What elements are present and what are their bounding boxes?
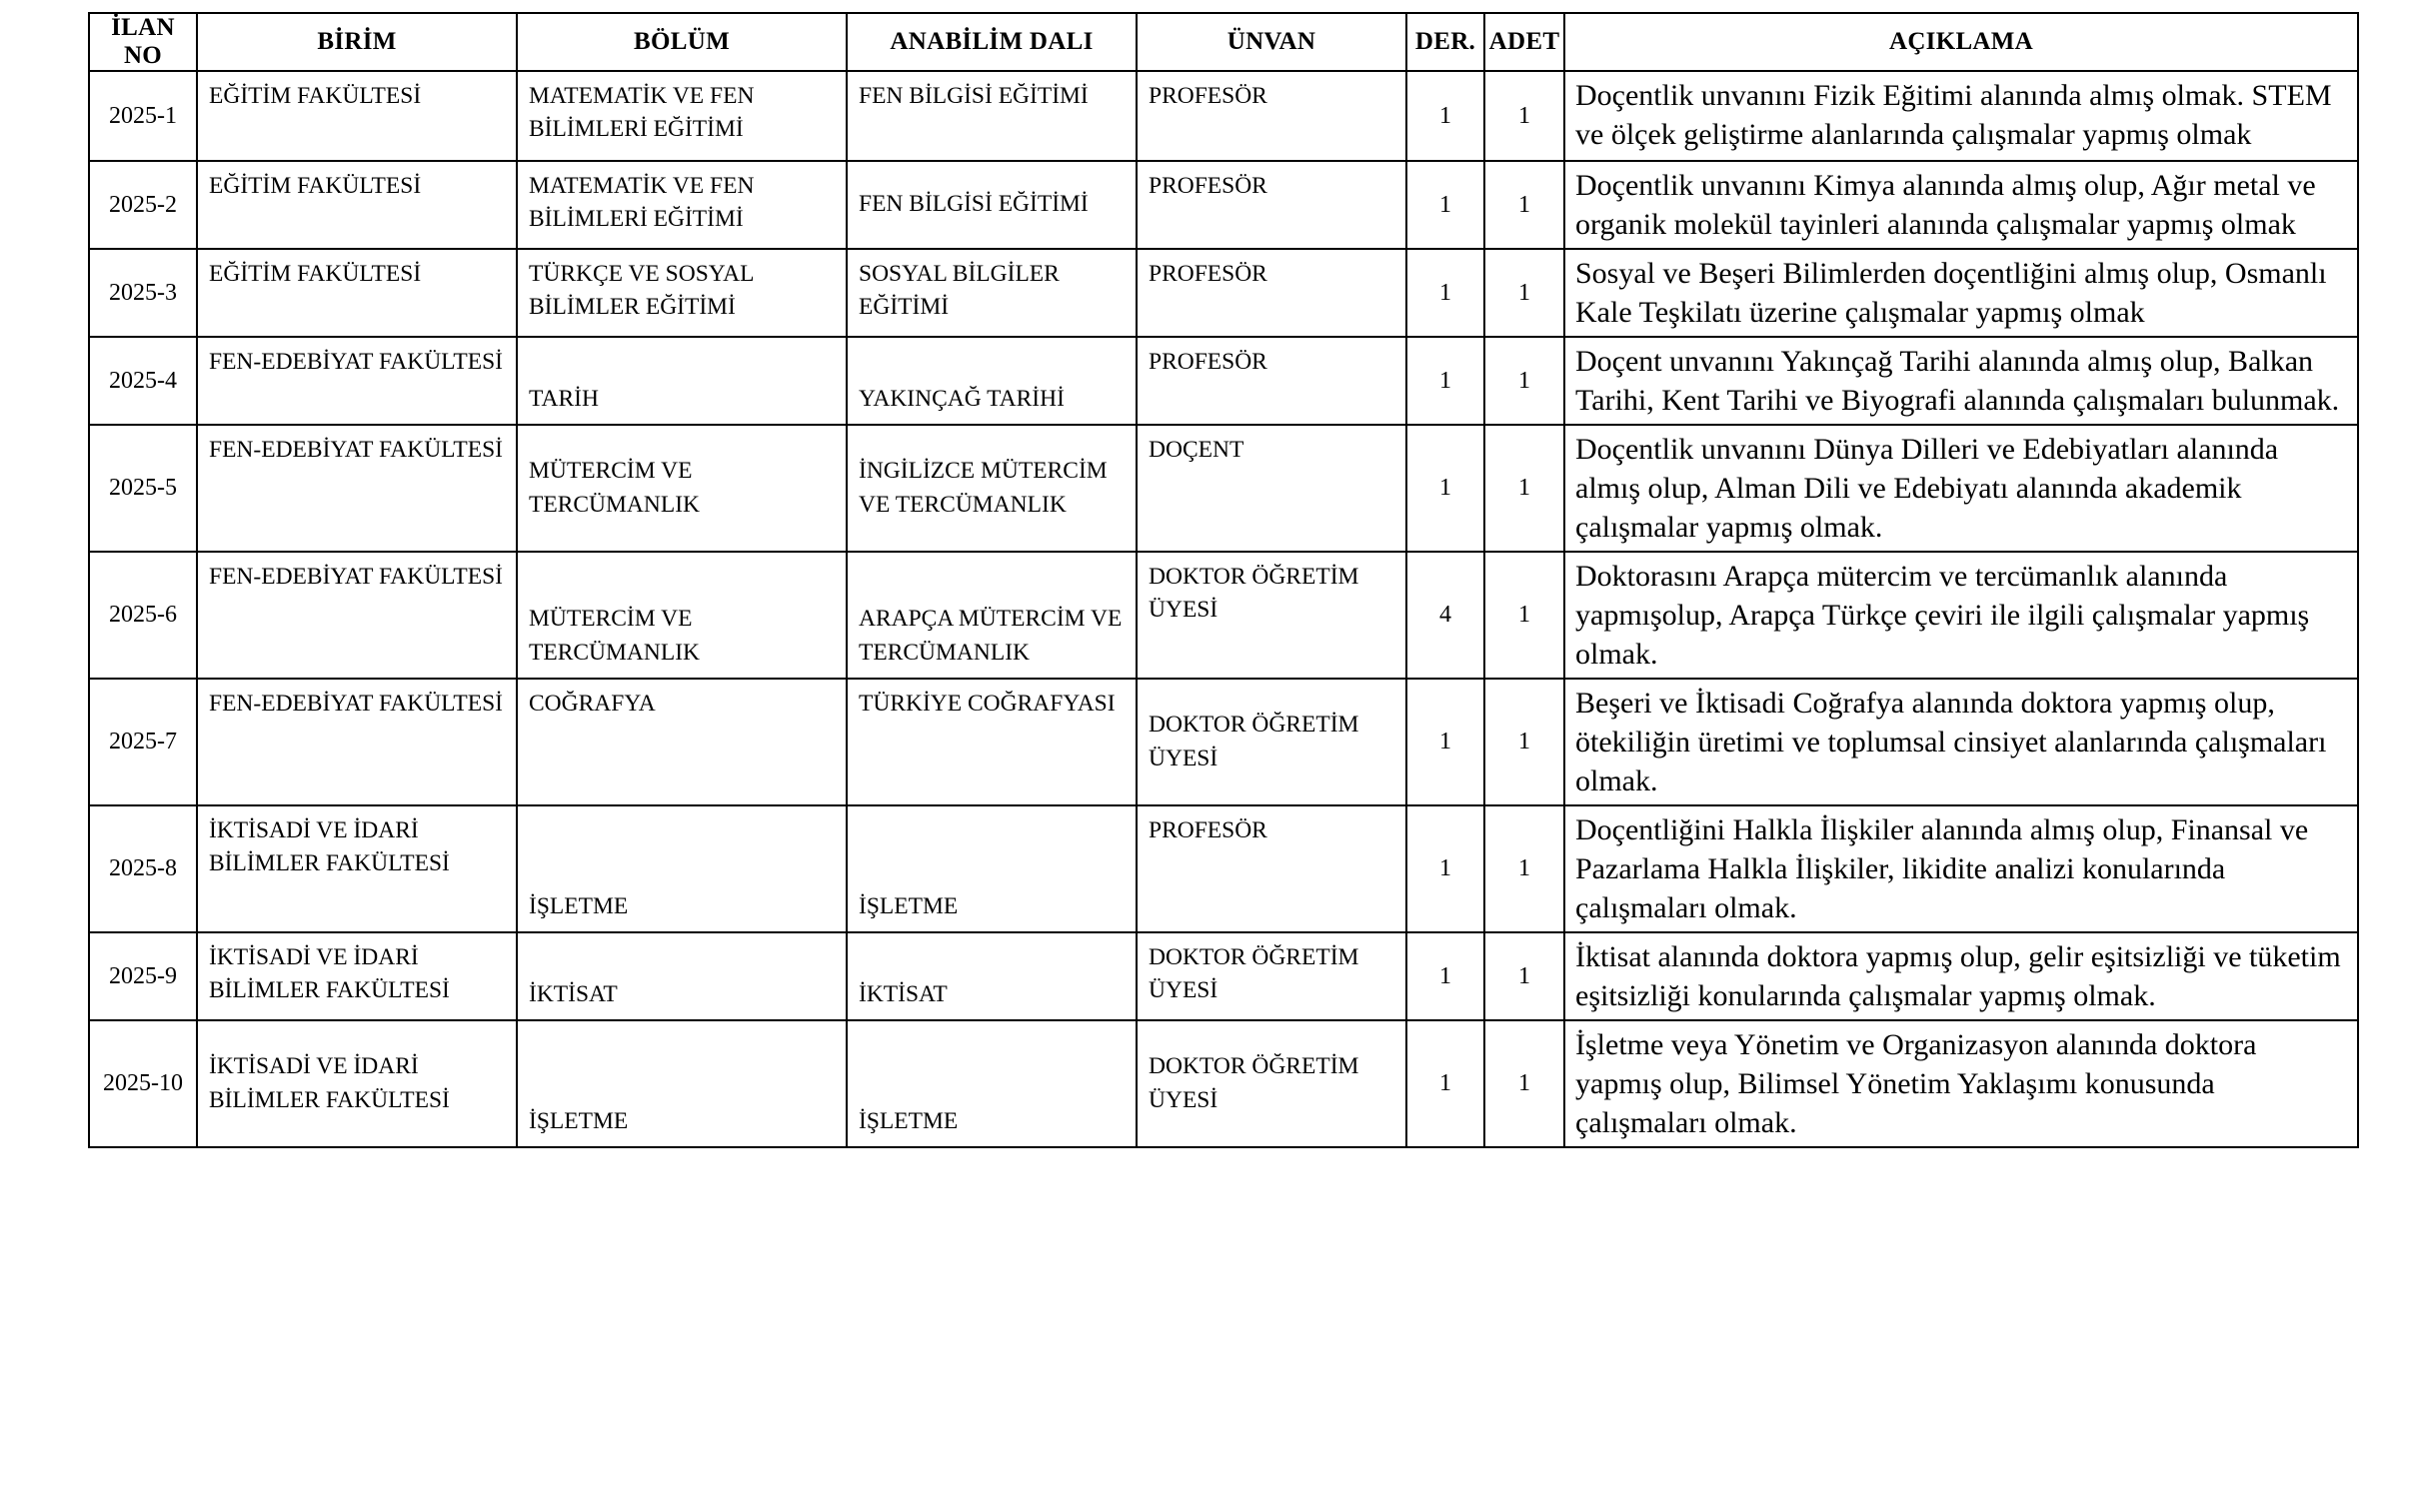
cell-bolum — [517, 337, 847, 425]
cell-anabilim-dali — [847, 71, 1137, 161]
cell-adet — [1484, 932, 1564, 1020]
cell-anabilim-dali-text: İNGİLİZCE MÜTERCİM VE TERCÜMANLIK — [859, 458, 1108, 518]
cell-aciklama — [1564, 679, 2358, 805]
cell-adet — [1484, 552, 1564, 679]
cell-adet-text: 1 — [1518, 729, 1530, 756]
cell-adet-text: 1 — [1518, 102, 1530, 129]
cell-unvan — [1137, 552, 1406, 679]
cell-birim-text: İKTİSADİ VE İDARİ BİLİMLER FAKÜLTESİ — [209, 1053, 450, 1113]
cell-ilan-no-text: 2025-7 — [109, 729, 177, 756]
cell-unvan-text: DOKTOR ÖĞRETİM ÜYESİ — [1149, 564, 1359, 624]
cell-birim-text: EĞİTİM FAKÜLTESİ — [209, 83, 422, 109]
column-header-unvan: ÜNVAN — [1137, 13, 1406, 71]
cell-aciklama — [1564, 425, 2358, 552]
cell-anabilim-dali-text: ARAPÇA MÜTERCİM VE TERCÜMANLIK — [859, 606, 1123, 666]
cell-bolum — [517, 805, 847, 932]
cell-ilan-no — [89, 337, 197, 425]
cell-bolum-text: COĞRAFYA — [529, 691, 656, 717]
cell-aciklama-text: Doçent unvanını Yakınçağ Tarihi alanında almış olup, Balkan Tarihi, Kent Tarihi ve Biyografi alanında çalışmaları bulunmak. — [1575, 345, 2340, 417]
cell-bolum-text: İKTİSAT — [529, 980, 618, 1007]
cell-birim — [197, 161, 517, 249]
cell-ilan-no-text: 2025-5 — [109, 475, 177, 502]
cell-derece-text: 4 — [1439, 602, 1451, 629]
cell-adet-text: 1 — [1518, 962, 1530, 989]
cell-derece-text: 1 — [1439, 855, 1451, 882]
cell-unvan — [1137, 249, 1406, 337]
cell-birim — [197, 249, 517, 337]
cell-adet — [1484, 1020, 1564, 1147]
cell-birim-text: FEN-EDEBİYAT FAKÜLTESİ — [209, 437, 503, 463]
cell-unvan-text: DOKTOR ÖĞRETİM ÜYESİ — [1149, 944, 1359, 1004]
cell-aciklama — [1564, 161, 2358, 249]
cell-adet — [1484, 805, 1564, 932]
cell-adet-text: 1 — [1518, 602, 1530, 629]
table-row — [89, 679, 2358, 805]
cell-bolum — [517, 1020, 847, 1147]
cell-bolum — [517, 552, 847, 679]
cell-derece — [1406, 249, 1484, 337]
cell-aciklama — [1564, 1020, 2358, 1147]
cell-aciklama-text: Doçentliğini Halkla İlişkiler alanında almış olup, Finansal ve Pazarlama Halkla İlişkiler, likidite analizi konularında çalışmaları olmak. — [1575, 813, 2309, 924]
cell-aciklama — [1564, 805, 2358, 932]
cell-adet-text: 1 — [1518, 855, 1530, 882]
cell-unvan-text: PROFESÖR — [1149, 173, 1267, 199]
cell-anabilim-dali — [847, 552, 1137, 679]
cell-anabilim-dali-text: FEN BİLGİSİ EĞİTİMİ — [859, 191, 1089, 218]
cell-derece — [1406, 71, 1484, 161]
cell-unvan — [1137, 805, 1406, 932]
cell-adet — [1484, 425, 1564, 552]
cell-anabilim-dali-text: FEN BİLGİSİ EĞİTİMİ — [859, 83, 1089, 109]
cell-aciklama-text: Beşeri ve İktisadi Coğrafya alanında doktora yapmış olup, ötekiliğin üretimi ve toplumsal cinsiyet alanlarında çalışmaları olmak. — [1575, 687, 2327, 797]
cell-birim — [197, 337, 517, 425]
cell-bolum-text: İŞLETME — [529, 892, 629, 919]
cell-birim-text: İKTİSADİ VE İDARİ BİLİMLER FAKÜLTESİ — [209, 817, 450, 877]
cell-anabilim-dali-text: İKTİSAT — [859, 980, 948, 1007]
cell-derece-text: 1 — [1439, 1070, 1451, 1097]
cell-derece — [1406, 932, 1484, 1020]
cell-adet-text: 1 — [1518, 279, 1530, 306]
table-header — [89, 13, 2358, 71]
cell-bolum — [517, 425, 847, 552]
cell-ilan-no — [89, 161, 197, 249]
cell-bolum-text: TARİH — [529, 385, 599, 412]
cell-ilan-no-text: 2025-3 — [109, 279, 177, 306]
cell-aciklama-text: Sosyal ve Beşeri Bilimlerden doçentliğini almış olup, Osmanlı Kale Teşkilatı üzerine çalışmalar yapmış olmak — [1575, 257, 2327, 329]
cell-aciklama-text: Doçentlik unvanını Kimya alanında almış olup, Ağır metal ve organik molekül tayinleri alanında çalışmalar yapmış olmak — [1575, 169, 2316, 241]
table-header-row — [89, 13, 2358, 71]
cell-ilan-no — [89, 679, 197, 805]
cell-unvan — [1137, 161, 1406, 249]
cell-adet-text: 1 — [1518, 1070, 1530, 1097]
cell-birim — [197, 805, 517, 932]
cell-derece — [1406, 425, 1484, 552]
cell-ilan-no-text: 2025-2 — [109, 191, 177, 218]
cell-anabilim-dali — [847, 932, 1137, 1020]
table-row — [89, 249, 2358, 337]
cell-derece-text: 1 — [1439, 729, 1451, 756]
cell-unvan — [1137, 932, 1406, 1020]
cell-unvan-text: PROFESÖR — [1149, 349, 1267, 375]
cell-derece — [1406, 679, 1484, 805]
cell-anabilim-dali — [847, 249, 1137, 337]
cell-adet-text: 1 — [1518, 367, 1530, 394]
cell-birim-text: FEN-EDEBİYAT FAKÜLTESİ — [209, 691, 503, 717]
cell-anabilim-dali-text: SOSYAL BİLGİLER EĞİTİMİ — [859, 261, 1060, 321]
cell-ilan-no — [89, 552, 197, 679]
cell-adet-text: 1 — [1518, 191, 1530, 218]
cell-bolum — [517, 679, 847, 805]
cell-bolum-text: MATEMATİK VE FEN BİLİMLERİ EĞİTİMİ — [529, 173, 755, 233]
column-header-derece: DER. — [1406, 13, 1484, 71]
cell-birim — [197, 1020, 517, 1147]
table-row — [89, 161, 2358, 249]
cell-ilan-no — [89, 805, 197, 932]
cell-derece — [1406, 552, 1484, 679]
cell-adet — [1484, 337, 1564, 425]
cell-adet — [1484, 249, 1564, 337]
cell-birim-text: FEN-EDEBİYAT FAKÜLTESİ — [209, 564, 503, 590]
cell-unvan-text: PROFESÖR — [1149, 83, 1267, 109]
cell-bolum-text: MÜTERCİM VE TERCÜMANLIK — [529, 606, 701, 666]
cell-derece-text: 1 — [1439, 367, 1451, 394]
cell-derece — [1406, 161, 1484, 249]
cell-unvan — [1137, 1020, 1406, 1147]
cell-anabilim-dali — [847, 337, 1137, 425]
cell-derece — [1406, 1020, 1484, 1147]
cell-aciklama — [1564, 552, 2358, 679]
table-row — [89, 425, 2358, 552]
cell-unvan — [1137, 425, 1406, 552]
table-row — [89, 552, 2358, 679]
cell-bolum-text: TÜRKÇE VE SOSYAL BİLİMLER EĞİTİMİ — [529, 261, 754, 321]
cell-aciklama-text: İktisat alanında doktora yapmış olup, gelir eşitsizliği ve tüketim eşitsizliği konularında çalışmalar yapmış olmak. — [1575, 940, 2341, 1012]
column-header-adet: ADET — [1484, 13, 1564, 71]
cell-birim — [197, 679, 517, 805]
cell-anabilim-dali — [847, 425, 1137, 552]
cell-birim-text: İKTİSADİ VE İDARİ BİLİMLER FAKÜLTESİ — [209, 944, 450, 1004]
table-row — [89, 71, 2358, 161]
cell-derece-text: 1 — [1439, 102, 1451, 129]
cell-bolum-text: İŞLETME — [529, 1107, 629, 1134]
cell-unvan-text: DOKTOR ÖĞRETİM ÜYESİ — [1149, 712, 1359, 771]
cell-bolum-text: MÜTERCİM VE TERCÜMANLIK — [529, 458, 701, 518]
cell-unvan-text: DOÇENT — [1149, 437, 1244, 463]
cell-aciklama-text: İşletme veya Yönetim ve Organizasyon alanında doktora yapmış olup, Bilimsel Yönetim Yaklaşımı konusunda çalışmaları olmak. — [1575, 1028, 2257, 1139]
cell-ilan-no — [89, 932, 197, 1020]
table-body — [89, 71, 2358, 1147]
cell-anabilim-dali-text: İŞLETME — [859, 892, 959, 919]
cell-ilan-no-text: 2025-6 — [109, 602, 177, 629]
cell-aciklama — [1564, 71, 2358, 161]
cell-adet — [1484, 161, 1564, 249]
cell-birim — [197, 71, 517, 161]
cell-anabilim-dali — [847, 161, 1137, 249]
cell-unvan-text: PROFESÖR — [1149, 817, 1267, 843]
cell-anabilim-dali — [847, 679, 1137, 805]
cell-anabilim-dali-text: İŞLETME — [859, 1107, 959, 1134]
cell-aciklama — [1564, 337, 2358, 425]
cell-derece — [1406, 805, 1484, 932]
table-row — [89, 805, 2358, 932]
cell-ilan-no — [89, 71, 197, 161]
cell-unvan — [1137, 337, 1406, 425]
cell-unvan — [1137, 679, 1406, 805]
table-row — [89, 932, 2358, 1020]
cell-ilan-no-text: 2025-4 — [109, 367, 177, 394]
cell-derece — [1406, 337, 1484, 425]
cell-unvan — [1137, 71, 1406, 161]
cell-derece-text: 1 — [1439, 475, 1451, 502]
cell-ilan-no — [89, 425, 197, 552]
cell-anabilim-dali-text: TÜRKİYE COĞRAFYASI — [859, 691, 1116, 717]
cell-ilan-no-text: 2025-10 — [103, 1070, 183, 1097]
cell-adet-text: 1 — [1518, 475, 1530, 502]
cell-bolum — [517, 932, 847, 1020]
cell-anabilim-dali — [847, 805, 1137, 932]
cell-ilan-no — [89, 249, 197, 337]
cell-aciklama — [1564, 932, 2358, 1020]
cell-bolum — [517, 71, 847, 161]
cell-bolum — [517, 249, 847, 337]
cell-derece-text: 1 — [1439, 191, 1451, 218]
table-row — [89, 337, 2358, 425]
cell-ilan-no — [89, 1020, 197, 1147]
cell-bolum-text: MATEMATİK VE FEN BİLİMLERİ EĞİTİMİ — [529, 83, 755, 143]
cell-anabilim-dali — [847, 1020, 1137, 1147]
column-header-ilan-no: İLAN NO — [89, 13, 197, 71]
cell-aciklama-text: Doktorasını Arapça mütercim ve tercümanlık alanında yapmışolup, Arapça Türkçe çeviri ile ilgili çalışmalar yapmış olmak. — [1575, 560, 2310, 671]
cell-aciklama-text: Doçentlik unvanını Fizik Eğitimi alanında almış olmak. STEM ve ölçek geliştirme alanlarında çalışmalar yapmış olmak — [1575, 79, 2332, 151]
cell-ilan-no-text: 2025-1 — [109, 102, 177, 129]
column-header-aciklama: AÇIKLAMA — [1564, 13, 2358, 71]
cell-birim-text: FEN-EDEBİYAT FAKÜLTESİ — [209, 349, 503, 375]
cell-birim-text: EĞİTİM FAKÜLTESİ — [209, 261, 422, 287]
table-row — [89, 1020, 2358, 1147]
column-header-anabilim-dali: ANABİLİM DALI — [847, 13, 1137, 71]
cell-derece-text: 1 — [1439, 279, 1451, 306]
column-header-birim: BİRİM — [197, 13, 517, 71]
cell-ilan-no-text: 2025-9 — [109, 962, 177, 989]
column-header-bolum: BÖLÜM — [517, 13, 847, 71]
cell-derece-text: 1 — [1439, 962, 1451, 989]
cell-birim — [197, 932, 517, 1020]
cell-ilan-no-text: 2025-8 — [109, 855, 177, 882]
cell-anabilim-dali-text: YAKINÇAĞ TARİHİ — [859, 385, 1065, 412]
cell-birim-text: EĞİTİM FAKÜLTESİ — [209, 173, 422, 199]
cell-unvan-text: PROFESÖR — [1149, 261, 1267, 287]
akademik-ilan-table — [88, 12, 2359, 1148]
cell-aciklama — [1564, 249, 2358, 337]
cell-unvan-text: DOKTOR ÖĞRETİM ÜYESİ — [1149, 1053, 1359, 1113]
cell-adet — [1484, 679, 1564, 805]
cell-birim — [197, 552, 517, 679]
cell-bolum — [517, 161, 847, 249]
cell-adet — [1484, 71, 1564, 161]
cell-aciklama-text: Doçentlik unvanını Dünya Dilleri ve Edebiyatları alanında almış olup, Alman Dili ve Edebiyatı alanında akademik çalışmalar yapmış olmak. — [1575, 433, 2279, 544]
cell-birim — [197, 425, 517, 552]
